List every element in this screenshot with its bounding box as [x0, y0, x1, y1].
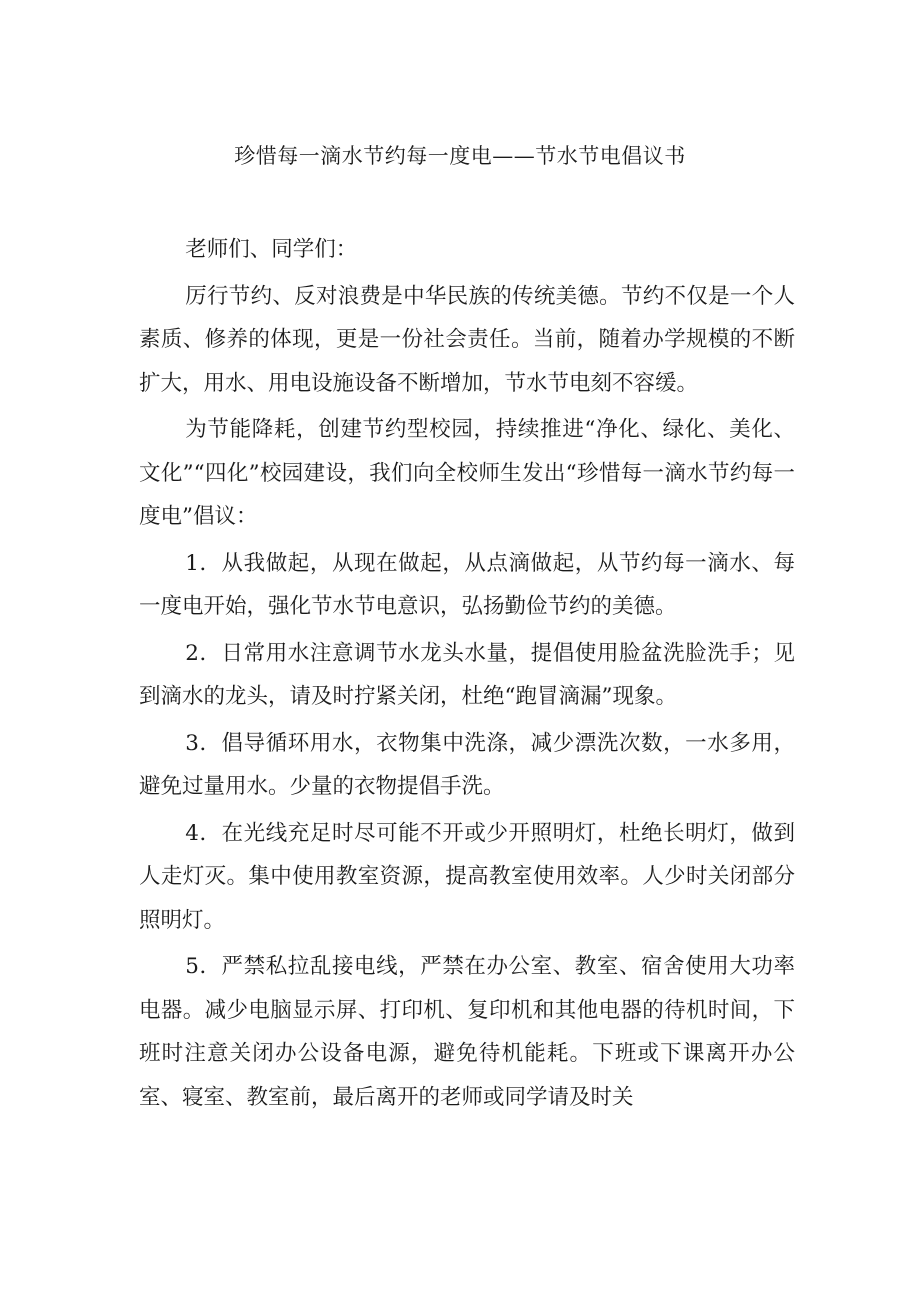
greeting: 老师们、同学们：	[185, 237, 358, 262]
document-title: 珍惜每一滴水节约每一度电——节水节电倡议书	[234, 144, 686, 168]
paragraph-intro: 厉行节约、反对浪费是中华民族的传统美德。节约不仅是一个人素质、修养的体现，更是一份社会责任。当前，随着办学规模的不断扩大，用水、用电设施设备不断增加，节水节电刻不容缓。	[139, 283, 795, 396]
list-item-5: 5．严禁私拉乱接电线，严禁在办公室、教室、宿舍使用大功率电器。减少电脑显示屏、打印机、复印机和其他电器的待机时间，下班时注意关闭办公设备电源，避免待机能耗。下班或下课离开办公室、寝室、教室前，最后离开的老师或同学请及时关	[139, 954, 795, 1110]
list-item-2: 2．日常用水注意调节水龙头水量，提倡使用脸盆洗脸洗手；见到滴水的龙头，请及时拧紧关闭，杜绝“跑冒滴漏”现象。	[139, 640, 795, 709]
list-item-4: 4．在光线充足时尽可能不开或少开照明灯，杜绝长明灯，做到人走灯灭。集中使用教室资源，提高教室使用效率。人少时关闭部分照明灯。	[139, 820, 795, 933]
list-item-1: 1．从我做起，从现在做起，从点滴做起，从节约每一滴水、每一度电开始，强化节水节电意识，弘扬勤俭节约的美德。	[139, 550, 795, 619]
paragraph-initiative: 为节能降耗，创建节约型校园，持续推进“净化、绿化、美化、文化”“四化”校园建设，我们向全校师生发出“珍惜每一滴水节约每一度电”倡议：	[139, 417, 795, 529]
list-item-3: 3．倡导循环用水，衣物集中洗涤，减少漂洗次数，一水多用，避免过量用水。少量的衣物提倡手洗。	[139, 730, 795, 799]
document-body	[139, 228, 795, 1122]
